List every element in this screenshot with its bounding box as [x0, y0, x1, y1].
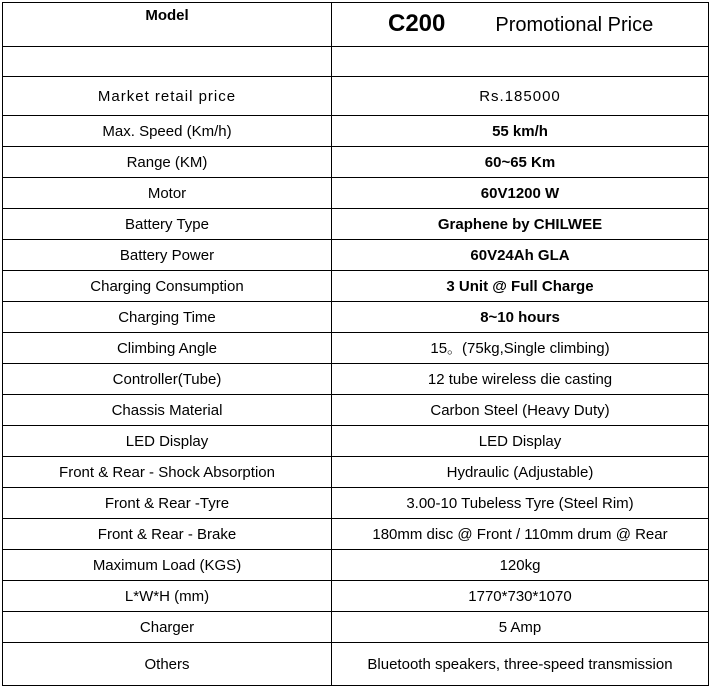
table-row — [3, 550, 709, 581]
row-value: Graphene by CHILWEE — [332, 209, 709, 240]
blank-row — [3, 47, 709, 77]
row-value: LED Display — [332, 426, 709, 457]
model-label: Model — [3, 3, 332, 47]
table-row — [3, 147, 709, 178]
table-row — [3, 519, 709, 550]
row-value: 5 Amp — [332, 612, 709, 643]
table-row — [3, 302, 709, 333]
row-label: Others — [3, 643, 332, 686]
model-code: C200 — [388, 9, 446, 37]
row-label: Chassis Material — [3, 395, 332, 426]
table-row — [3, 116, 709, 147]
row-value: Bluetooth speakers, three-speed transmission — [332, 643, 709, 686]
row-label: Battery Type — [3, 209, 332, 240]
row-value: Rs.185000 — [332, 77, 709, 116]
row-value: 60V24Ah GLA — [332, 240, 709, 271]
row-value: 180mm disc @ Front / 110mm drum @ Rear — [332, 519, 709, 550]
table-row — [3, 581, 709, 612]
row-value: 12 tube wireless die casting — [332, 364, 709, 395]
row-label: Front & Rear - Shock Absorption — [3, 457, 332, 488]
row-value: 120kg — [332, 550, 709, 581]
blank-cell-right — [332, 47, 709, 77]
table-row — [3, 240, 709, 271]
table-row — [3, 426, 709, 457]
row-value: 60~65 Km — [332, 147, 709, 178]
row-value: Hydraulic (Adjustable) — [332, 457, 709, 488]
row-label: Maximum Load (KGS) — [3, 550, 332, 581]
row-label: Range (KM) — [3, 147, 332, 178]
table-row — [3, 457, 709, 488]
row-value: 1770*730*1070 — [332, 581, 709, 612]
table-row — [3, 395, 709, 426]
row-value: Carbon Steel (Heavy Duty) — [332, 395, 709, 426]
table-row — [3, 209, 709, 240]
table-row — [3, 77, 709, 116]
spec-table — [2, 2, 709, 686]
promotional-price-label: Promotional Price — [495, 13, 654, 36]
row-label: Controller(Tube) — [3, 364, 332, 395]
row-value: 15。(75kg,Single climbing) — [332, 333, 709, 364]
blank-cell-left — [3, 47, 332, 77]
row-label: Motor — [3, 178, 332, 209]
table-row — [3, 643, 709, 686]
row-label: Max. Speed (Km/h) — [3, 116, 332, 147]
table-row — [3, 333, 709, 364]
table-row — [3, 364, 709, 395]
row-label: L*W*H (mm) — [3, 581, 332, 612]
row-label: Charging Time — [3, 302, 332, 333]
header-row — [3, 3, 709, 47]
row-label: Charger — [3, 612, 332, 643]
row-value: 3.00-10 Tubeless Tyre (Steel Rim) — [332, 488, 709, 519]
table-row — [3, 612, 709, 643]
row-value: 3 Unit @ Full Charge — [332, 271, 709, 302]
table-row — [3, 271, 709, 302]
row-label: Climbing Angle — [3, 333, 332, 364]
row-label: Front & Rear -Tyre — [3, 488, 332, 519]
row-label: Front & Rear - Brake — [3, 519, 332, 550]
row-value: 8~10 hours — [332, 302, 709, 333]
table-row — [3, 178, 709, 209]
row-value: 55 km/h — [332, 116, 709, 147]
table-row — [3, 488, 709, 519]
row-label: Charging Consumption — [3, 271, 332, 302]
row-label: LED Display — [3, 426, 332, 457]
row-label: Market retail price — [3, 77, 332, 116]
row-label: Battery Power — [3, 240, 332, 271]
row-value: 60V1200 W — [332, 178, 709, 209]
model-header-cell — [332, 3, 709, 47]
